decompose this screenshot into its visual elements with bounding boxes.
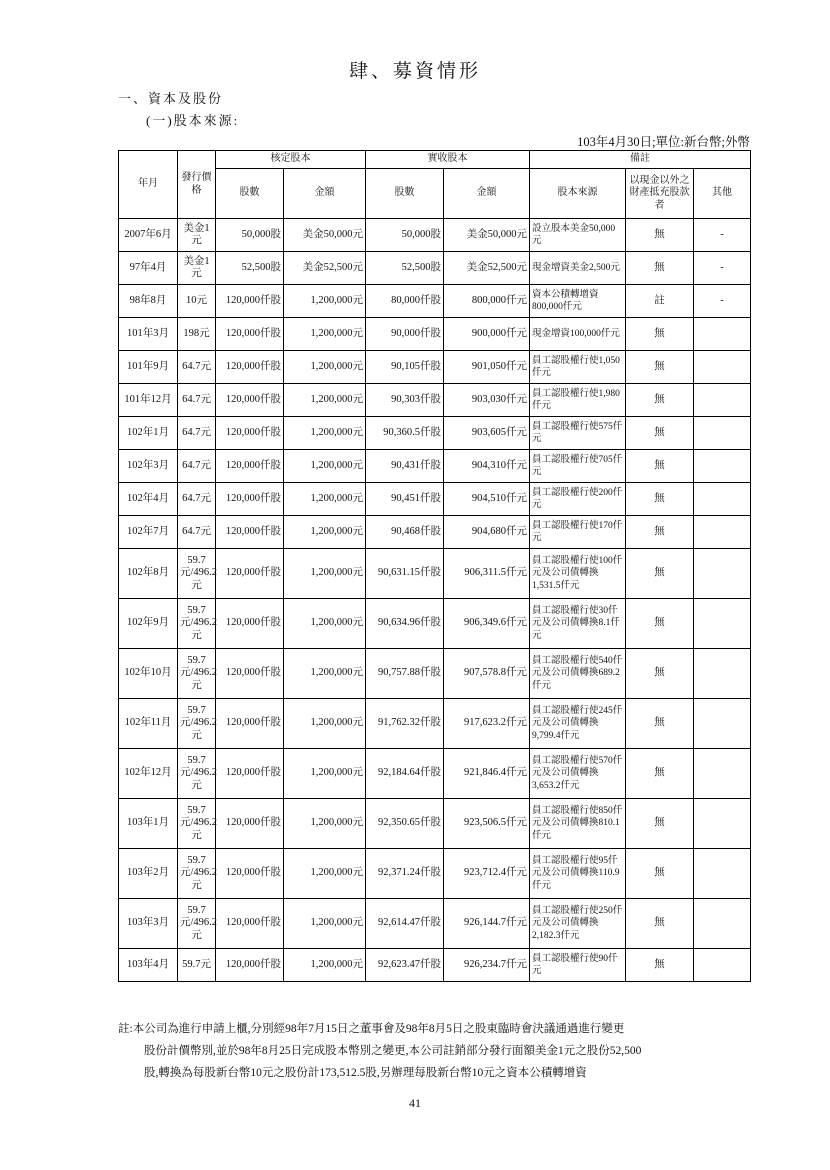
- cell-other: [694, 599, 751, 649]
- footnote-line: 股,轉換為每股新台幣10元之股份計173,512.5股,另辦理每股新台幣10元之資本公積轉增資: [144, 1067, 587, 1079]
- cell-authorized-shares: 120,000仟股: [216, 799, 284, 849]
- cell-authorized-amount: 1,200,000元: [284, 949, 366, 982]
- cell-non-cash: 無: [626, 219, 694, 252]
- cell-authorized-shares: 120,000仟股: [216, 749, 284, 799]
- cell-authorized-shares: 120,000仟股: [216, 949, 284, 982]
- cell-paid-amount: 美金50,000元: [444, 219, 530, 252]
- footnote: [118, 1018, 758, 1084]
- cell-non-cash: 無: [626, 799, 694, 849]
- cell-paid-shares: 92,614.47仟股: [366, 899, 444, 949]
- cell-paid-shares: 90,360.5仟股: [366, 417, 444, 450]
- cell-year-month: 101年9月: [119, 351, 178, 384]
- cell-non-cash: 無: [626, 483, 694, 516]
- cell-issue-price: 美金1元: [178, 219, 216, 252]
- cell-other: -: [694, 219, 751, 252]
- cell-authorized-shares: 120,000仟股: [216, 450, 284, 483]
- cell-authorized-shares: 50,000股: [216, 219, 284, 252]
- table-row: [119, 899, 751, 949]
- header-issue-price: 發行價格: [178, 151, 216, 219]
- cell-source: 員工認股權行使90仟元: [530, 949, 626, 982]
- cell-other: [694, 318, 751, 351]
- cell-source: 員工認股權行使575仟元: [530, 417, 626, 450]
- cell-paid-shares: 90,468仟股: [366, 516, 444, 549]
- cell-paid-shares: 91,762.32仟股: [366, 699, 444, 749]
- cell-other: -: [694, 252, 751, 285]
- cell-non-cash: 無: [626, 899, 694, 949]
- cell-paid-shares: 80,000仟股: [366, 285, 444, 318]
- header-other: 其他: [694, 169, 751, 219]
- cell-other: [694, 949, 751, 982]
- page-title: 肆、募資情形: [348, 61, 481, 82]
- cell-paid-shares: 90,431仟股: [366, 450, 444, 483]
- cell-non-cash: 無: [626, 849, 694, 899]
- cell-source: 現金增資美金2,500元: [530, 252, 626, 285]
- cell-authorized-shares: 120,000仟股: [216, 549, 284, 599]
- cell-non-cash: 無: [626, 699, 694, 749]
- cell-paid-shares: 50,000股: [366, 219, 444, 252]
- header-authorized-shares: 股數: [216, 169, 284, 219]
- cell-authorized-shares: 120,000仟股: [216, 899, 284, 949]
- footnote-line: 註:本公司為進行申請上櫃,分別經98年7月15日之董事會及98年8月5日之股東臨時會決議通過進行變更: [118, 1023, 625, 1035]
- cell-non-cash: 無: [626, 949, 694, 982]
- header-non-cash: 以現金以外之財產抵充股款者: [626, 169, 694, 219]
- header-paid-shares: 股數: [366, 169, 444, 219]
- cell-authorized-amount: 1,200,000元: [284, 417, 366, 450]
- cell-year-month: 101年12月: [119, 384, 178, 417]
- cell-other: [694, 549, 751, 599]
- cell-authorized-shares: 120,000仟股: [216, 516, 284, 549]
- cell-authorized-amount: 1,200,000元: [284, 849, 366, 899]
- cell-paid-shares: 90,757.88仟股: [366, 649, 444, 699]
- cell-paid-amount: 921,846.4仟元: [444, 749, 530, 799]
- cell-issue-price: 64.7元: [178, 483, 216, 516]
- cell-non-cash: 無: [626, 351, 694, 384]
- cell-source: 員工認股權行使540仟元及公司債轉換689.2仟元: [530, 649, 626, 699]
- cell-other: [694, 699, 751, 749]
- cell-issue-price: 64.7元: [178, 417, 216, 450]
- cell-paid-amount: 926,234.7仟元: [444, 949, 530, 982]
- cell-paid-shares: 90,000仟股: [366, 318, 444, 351]
- cell-issue-price: 59.7元/496.2元: [178, 899, 216, 949]
- table-row: [119, 417, 751, 450]
- cell-paid-amount: 800,000仟元: [444, 285, 530, 318]
- cell-source: 現金增資100,000仟元: [530, 318, 626, 351]
- cell-source: 資本公積轉增資800,000仟元: [530, 285, 626, 318]
- cell-authorized-shares: 120,000仟股: [216, 351, 284, 384]
- header-year-month: 年月: [119, 151, 178, 219]
- cell-other: [694, 749, 751, 799]
- cell-year-month: 97年4月: [119, 252, 178, 285]
- cell-issue-price: 64.7元: [178, 351, 216, 384]
- table-row: [119, 549, 751, 599]
- subsection-heading: (一)股本來源:: [146, 113, 240, 128]
- footnote-line: 股份計價幣別,並於98年8月25日完成股本幣別之變更,本公司註銷部分發行面額美金1元之股份52,500: [144, 1045, 642, 1057]
- cell-paid-amount: 903,605仟元: [444, 417, 530, 450]
- cell-source: 員工認股權行使850仟元及公司債轉換810.1仟元: [530, 799, 626, 849]
- header-source: 股本來源: [530, 169, 626, 219]
- cell-authorized-amount: 1,200,000元: [284, 799, 366, 849]
- cell-other: [694, 799, 751, 849]
- cell-issue-price: 198元: [178, 318, 216, 351]
- cell-authorized-shares: 120,000仟股: [216, 384, 284, 417]
- cell-other: [694, 351, 751, 384]
- cell-issue-price: 59.7元/496.2元: [178, 799, 216, 849]
- cell-non-cash: 無: [626, 318, 694, 351]
- cell-source: 員工認股權行使95仟元及公司債轉換110.9仟元: [530, 849, 626, 899]
- cell-paid-amount: 906,311.5仟元: [444, 549, 530, 599]
- capital-source-table: [118, 150, 751, 982]
- table-row: [119, 599, 751, 649]
- cell-paid-amount: 906,349.6仟元: [444, 599, 530, 649]
- cell-paid-shares: 90,634.96仟股: [366, 599, 444, 649]
- cell-other: [694, 649, 751, 699]
- cell-paid-shares: 90,105仟股: [366, 351, 444, 384]
- cell-non-cash: 無: [626, 252, 694, 285]
- cell-issue-price: 59.7元/496.2元: [178, 549, 216, 599]
- cell-source: 員工認股權行使30仟元及公司債轉換8.1仟元: [530, 599, 626, 649]
- cell-other: -: [694, 285, 751, 318]
- cell-source: 員工認股權行使1,980仟元: [530, 384, 626, 417]
- cell-authorized-shares: 120,000仟股: [216, 318, 284, 351]
- table-row: [119, 649, 751, 699]
- cell-authorized-shares: 120,000仟股: [216, 699, 284, 749]
- cell-source: 員工認股權行使200仟元: [530, 483, 626, 516]
- cell-paid-shares: 92,184.64仟股: [366, 749, 444, 799]
- table-row: [119, 252, 751, 285]
- table-row: [119, 749, 751, 799]
- header-paid-amount: 金額: [444, 169, 530, 219]
- table-row: [119, 219, 751, 252]
- cell-year-month: 102年10月: [119, 649, 178, 699]
- cell-paid-shares: 92,350.65仟股: [366, 799, 444, 849]
- cell-issue-price: 64.7元: [178, 516, 216, 549]
- cell-authorized-amount: 1,200,000元: [284, 318, 366, 351]
- cell-authorized-amount: 1,200,000元: [284, 285, 366, 318]
- cell-non-cash: 無: [626, 417, 694, 450]
- cell-authorized-amount: 1,200,000元: [284, 351, 366, 384]
- cell-non-cash: 無: [626, 649, 694, 699]
- cell-authorized-shares: 52,500股: [216, 252, 284, 285]
- cell-year-month: 103年4月: [119, 949, 178, 982]
- table-row: [119, 849, 751, 899]
- cell-year-month: 103年1月: [119, 799, 178, 849]
- cell-authorized-shares: 120,000仟股: [216, 599, 284, 649]
- page-number: 41: [409, 1096, 421, 1110]
- cell-issue-price: 美金1元: [178, 252, 216, 285]
- table-row: [119, 516, 751, 549]
- header-authorized-amount: 金額: [284, 169, 366, 219]
- cell-paid-amount: 926,144.7仟元: [444, 899, 530, 949]
- cell-issue-price: 59.7元/496.2元: [178, 749, 216, 799]
- section-heading: 一、資本及股份: [118, 91, 224, 106]
- cell-authorized-shares: 120,000仟股: [216, 483, 284, 516]
- cell-paid-shares: 90,631.15仟股: [366, 549, 444, 599]
- cell-other: [694, 516, 751, 549]
- unit-note: 103年4月30日;單位:新台幣;外幣: [577, 135, 750, 149]
- cell-year-month: 102年8月: [119, 549, 178, 599]
- cell-year-month: 2007年6月: [119, 219, 178, 252]
- cell-other: [694, 450, 751, 483]
- cell-authorized-shares: 120,000仟股: [216, 417, 284, 450]
- table-row: [119, 384, 751, 417]
- cell-authorized-amount: 1,200,000元: [284, 749, 366, 799]
- cell-paid-amount: 923,712.4仟元: [444, 849, 530, 899]
- cell-year-month: 102年1月: [119, 417, 178, 450]
- cell-source: 員工認股權行使250仟元及公司債轉換2,182.3仟元: [530, 899, 626, 949]
- cell-year-month: 102年3月: [119, 450, 178, 483]
- table-row: [119, 285, 751, 318]
- cell-paid-shares: 92,623.47仟股: [366, 949, 444, 982]
- cell-authorized-shares: 120,000仟股: [216, 285, 284, 318]
- table-row: [119, 318, 751, 351]
- cell-year-month: 103年3月: [119, 899, 178, 949]
- cell-source: 員工認股權行使170仟元: [530, 516, 626, 549]
- header-authorized: 核定股本: [216, 151, 366, 169]
- cell-issue-price: 64.7元: [178, 384, 216, 417]
- cell-non-cash: 無: [626, 599, 694, 649]
- cell-paid-amount: 923,506.5仟元: [444, 799, 530, 849]
- cell-authorized-amount: 1,200,000元: [284, 649, 366, 699]
- table-row: [119, 351, 751, 384]
- cell-paid-amount: 904,310仟元: [444, 450, 530, 483]
- cell-paid-amount: 907,578.8仟元: [444, 649, 530, 699]
- cell-paid-amount: 904,510仟元: [444, 483, 530, 516]
- table-row: [119, 483, 751, 516]
- table-row: [119, 450, 751, 483]
- table-row: [119, 699, 751, 749]
- cell-year-month: 102年7月: [119, 516, 178, 549]
- cell-other: [694, 899, 751, 949]
- cell-paid-amount: 904,680仟元: [444, 516, 530, 549]
- cell-other: [694, 849, 751, 899]
- cell-source: 設立股本美金50,000元: [530, 219, 626, 252]
- cell-non-cash: 無: [626, 749, 694, 799]
- cell-authorized-amount: 美金50,000元: [284, 219, 366, 252]
- header-paid-in: 實收股本: [366, 151, 530, 169]
- cell-non-cash: 無: [626, 450, 694, 483]
- cell-non-cash: 無: [626, 516, 694, 549]
- cell-other: [694, 384, 751, 417]
- cell-authorized-amount: 1,200,000元: [284, 549, 366, 599]
- cell-year-month: 102年4月: [119, 483, 178, 516]
- cell-issue-price: 59.7元/496.2元: [178, 599, 216, 649]
- cell-source: 員工認股權行使705仟元: [530, 450, 626, 483]
- cell-year-month: 103年2月: [119, 849, 178, 899]
- cell-non-cash: 無: [626, 384, 694, 417]
- cell-authorized-amount: 1,200,000元: [284, 899, 366, 949]
- cell-issue-price: 59.7元/496.2元: [178, 699, 216, 749]
- cell-year-month: 102年9月: [119, 599, 178, 649]
- cell-year-month: 101年3月: [119, 318, 178, 351]
- cell-authorized-amount: 1,200,000元: [284, 599, 366, 649]
- cell-other: [694, 483, 751, 516]
- cell-non-cash: 無: [626, 549, 694, 599]
- cell-authorized-amount: 1,200,000元: [284, 699, 366, 749]
- cell-authorized-amount: 1,200,000元: [284, 516, 366, 549]
- cell-paid-amount: 901,050仟元: [444, 351, 530, 384]
- cell-issue-price: 59.7元/496.2元: [178, 649, 216, 699]
- cell-issue-price: 59.7元/496.2元: [178, 849, 216, 899]
- cell-authorized-amount: 1,200,000元: [284, 384, 366, 417]
- cell-paid-amount: 917,623.2仟元: [444, 699, 530, 749]
- cell-non-cash: 註: [626, 285, 694, 318]
- table-row: [119, 949, 751, 982]
- cell-authorized-shares: 120,000仟股: [216, 649, 284, 699]
- cell-issue-price: 10元: [178, 285, 216, 318]
- cell-paid-amount: 903,030仟元: [444, 384, 530, 417]
- cell-paid-amount: 900,000仟元: [444, 318, 530, 351]
- cell-authorized-amount: 美金52,500元: [284, 252, 366, 285]
- cell-year-month: 98年8月: [119, 285, 178, 318]
- cell-other: [694, 417, 751, 450]
- table-row: [119, 799, 751, 849]
- header-remarks: 備註: [530, 151, 751, 169]
- cell-authorized-amount: 1,200,000元: [284, 483, 366, 516]
- cell-issue-price: 59.7元: [178, 949, 216, 982]
- cell-issue-price: 64.7元: [178, 450, 216, 483]
- cell-authorized-amount: 1,200,000元: [284, 450, 366, 483]
- cell-paid-shares: 52,500股: [366, 252, 444, 285]
- cell-source: 員工認股權行使100仟元及公司債轉換1,531.5仟元: [530, 549, 626, 599]
- cell-source: 員工認股權行使1,050仟元: [530, 351, 626, 384]
- cell-year-month: 102年11月: [119, 699, 178, 749]
- cell-source: 員工認股權行使570仟元及公司債轉換3,653.2仟元: [530, 749, 626, 799]
- cell-paid-shares: 90,303仟股: [366, 384, 444, 417]
- cell-source: 員工認股權行使245仟元及公司債轉換9,799.4仟元: [530, 699, 626, 749]
- cell-year-month: 102年12月: [119, 749, 178, 799]
- cell-authorized-shares: 120,000仟股: [216, 849, 284, 899]
- cell-paid-amount: 美金52,500元: [444, 252, 530, 285]
- cell-paid-shares: 92,371.24仟股: [366, 849, 444, 899]
- cell-paid-shares: 90,451仟股: [366, 483, 444, 516]
